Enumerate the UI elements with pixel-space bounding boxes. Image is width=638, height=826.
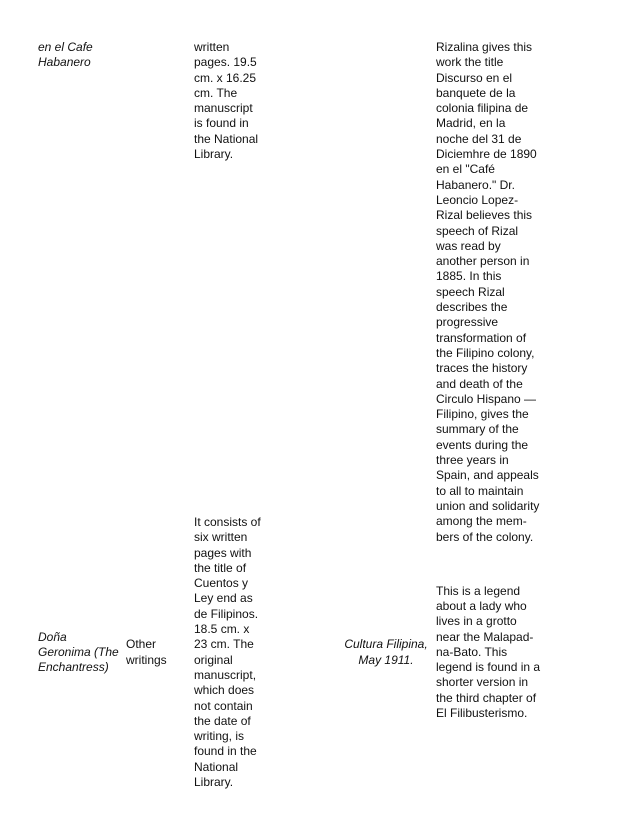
row2-description: It consists of six written pages with the title of Cuentos y Ley end as de Filipinos. 18.5 cm. x 23 cm. The original manuscript, which does not contain the date of writing, is found in the National Library. bbox=[194, 515, 261, 790]
row1-title: en el Cafe Habanero bbox=[38, 40, 93, 70]
row2-notes-cell bbox=[436, 515, 560, 790]
row2-type: Other writings bbox=[126, 637, 167, 667]
row2-notes: This is a legend about a lady who lives in a grotto near the Malapad- na-Bato. This legend is found in a shorter version in the third chapter of El Filibusterismo. bbox=[436, 583, 541, 721]
row2-title: Doña Geronima (The Enchantress) bbox=[38, 629, 119, 675]
row1-notes: Rizalina gives this work the title Discurso en el banquete de la colonia filipina de Madrid, en la noche del 31 de Diciemhre de 1890 en el "Café Habanero." Dr. Leoncio Lopez- Rizal believes this speech of Rizal was read by another person in 1885. In this speech Rizal describes the progressive transformation of the Filipino colony, traces the history and death of the Circulo Hispano — Filipino, gives the summary of the events during the three years in Spain, and appeals to all to maintain union and solidarity among the mem- bers of the colony. bbox=[436, 40, 540, 544]
row2-type-cell bbox=[126, 515, 186, 790]
row2-title-cell bbox=[38, 515, 128, 790]
row1-description: written pages. 19.5 cm. x 16.25 cm. The manuscript is found in the National Library. bbox=[194, 40, 259, 162]
row2-published: Cultura Filipina, May 1911. bbox=[344, 637, 428, 667]
row2-published-cell bbox=[336, 515, 436, 790]
